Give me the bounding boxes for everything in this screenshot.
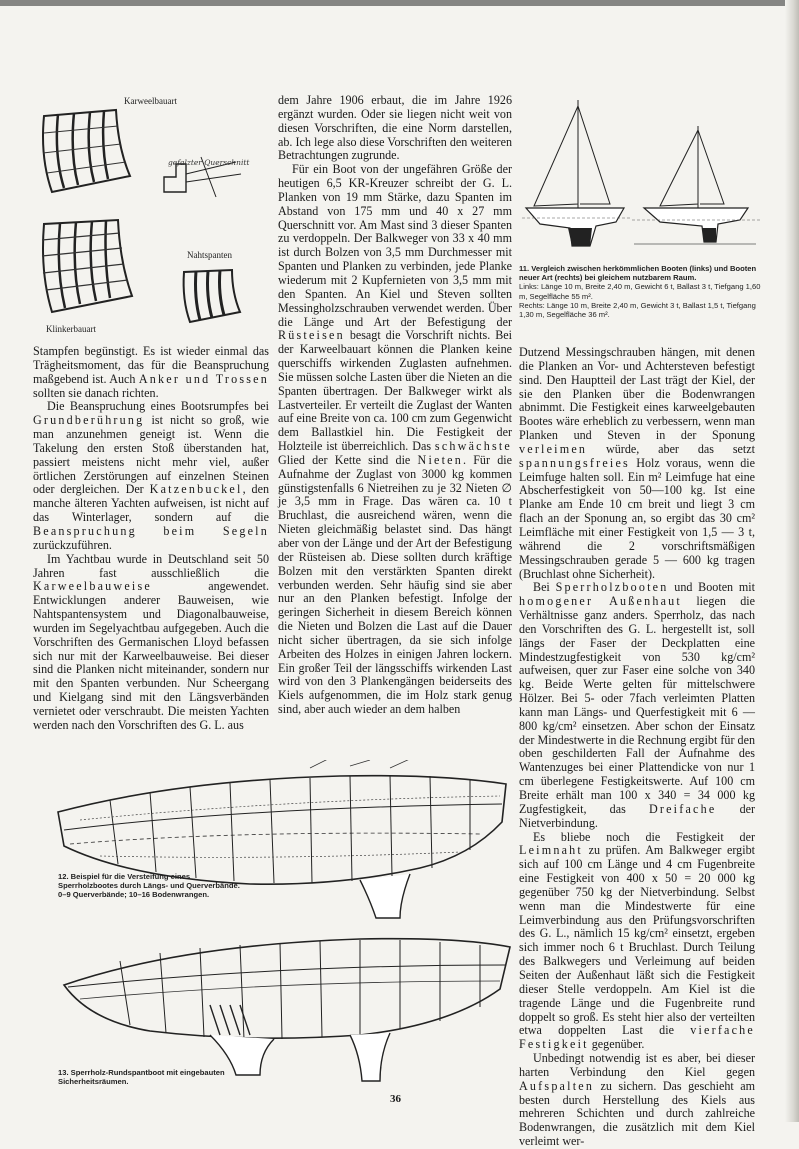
col3-p1b: würde, aber das setzt	[606, 441, 755, 456]
col3-p4b: zu sichern. Das geschieht am besten durch Herstellung des Kiels aus mehreren Schichten und durch zahlreiche Bodenwrangen, die zusätzlich mit dem Kiel verleimt wer-	[519, 1078, 755, 1149]
emph-schwach: schwächste	[434, 439, 512, 454]
col3-p3c: gegenüber.	[591, 1037, 645, 1052]
emph-grund: Grundberührung	[33, 413, 145, 428]
emph-homogen: homogener Außenhaut	[519, 594, 682, 609]
col2-p2a: Für ein Boot von der ungefähren Größe der heutigen 6,5 KR-Kreuzer schreibt der G. L. Planken von 19 mm Stärke, dazu Spanten im Abstand von 175 mm und 40 x 27 mm Querschnitt vor. Am Mast sind 3 dieser Spanten zu verdoppeln. Der Balkweger von 33 x 40 mm ist durch Bolzen von 3,5 mm Durchmesser mit Spanten und Planken zu verbinden, jede Planke wiederum mit 2 Kupfernieten von 3,5 mm mit den Spanten. An Kiel und Steven sollten Messingholzschrauben verwendet werden. Über die Länge und Art der Befestigung der	[278, 162, 512, 329]
scan-right-edge	[785, 0, 799, 1122]
col2-p2b: besagt die Vorschrift nichts. Bei der Karweelbauart können die Planken keine querschiffs wirkenden Zuglasten aufnehmen. Sie müssen solche Lasten über die Nieten an die Spanten übertragen. Der Balkweger wirkt als Lastverteiler. Er verteilt die Zuglast der Wanten auf eine Breite von ca. 100 cm zum Gegenwicht dem Ballastkiel hin. Die Festigkeit der Holzteile ist überreichlich. Das	[278, 328, 512, 454]
emph-beansp: Beanspruchung beim Segeln	[33, 523, 269, 538]
klinker-label: Klinkerbauart	[46, 324, 96, 334]
karweel-label: Karweelbauart	[124, 96, 177, 106]
col1-p2a: Die Beanspruchung eines Bootsrumpfes bei	[47, 399, 269, 414]
klinker-sketch	[38, 218, 138, 318]
col2-p2c: Glied der Kette sind die	[278, 452, 411, 467]
fig13-caption-text: 13. Sperrholz-Rundspantboot mit eingebauten Sicherheitsräumen.	[58, 1068, 225, 1087]
nahtspanten-label: Nahtspanten	[187, 250, 232, 260]
emph-verleimen: verleimen	[519, 441, 588, 456]
col3-p3a: Es bliebe noch die Festigkeit der	[533, 829, 755, 844]
text-column-3	[519, 346, 755, 1149]
col1-p2b: ist nicht so groß, wie man anzunehmen geneigt ist. Wenn die Takelung den ersten Stoß überstanden hat, passiert meistens nicht mehr viel, außer örtlichen Zerstörungen auf einzelnen Steinen oder dergleichen. Der	[33, 413, 270, 497]
querschnitt-note: gefalzter Querschnitt	[168, 158, 250, 167]
fig11-caption	[519, 264, 769, 319]
col1-p1: Stampfen begünstigt. Es ist wieder einmal das Trägheitsmoment, das für die Beanspruchung maßgebend ist. Auch	[33, 344, 269, 386]
text-column-2	[278, 94, 512, 717]
col2-p1: dem Jahre 1906 erbaut, die im Jahre 1926 ergänzt wurden. Oder sie liegen nicht weit von diesen Vorschriften, die eine Norm darstellen, ab. Ich lege also diese Vorschriften den weiteren Betrachtungen zugrunde.	[278, 93, 512, 163]
emph-aufspalten: Aufspalten	[519, 1078, 595, 1093]
fig13-caption	[58, 1068, 263, 1086]
col1-p1b: sollten sie danach richten.	[33, 385, 159, 400]
fig12-caption	[58, 872, 244, 900]
col3-p4a: Unbedingt notwendig ist es aber, bei dieser harten Verbindung den Kiel gegen	[519, 1051, 755, 1079]
emph-sperrholz: Sperrholzbooten	[555, 580, 669, 595]
emph-spannungs: spannungsfreies	[519, 455, 630, 470]
fig13-rundspantboot	[60, 925, 516, 1085]
col3-p2b: und Booten mit	[674, 580, 755, 595]
col3-p2a: Bei	[533, 580, 550, 595]
scan-top-edge	[0, 0, 799, 6]
emph-anker: Anker und Trossen	[138, 371, 269, 386]
fig11-sailboats	[520, 96, 775, 256]
emph-leimnaht: Leimnaht	[519, 843, 583, 858]
col3-p2c: liegen die Verhältnisse ganz anders. Sperrholz, das nach den Vorschriften des G. L. hergestellt ist, soll längs der Faser der Deckplatten eine Mindestzugfestigkeit von 530 kg/cm² aufweisen, quer zur Faser eine solche von 340 kg. Beide Werte gelten für mittelschwere Hölzer. Bei 5- oder 7fach verleimten Platten kann man Längs- und Querfestigkeit mit 6 — 800 kg/cm² einsetzen. Aber schon der Einsatz der Mindestwerte in die Rechnung ergibt für den oben geschilderten Fall der Aufnahme des Wantenzuges bei einer Plattendicke von nur 1 cm überlegene Festigkeitswerte. Auf 100 cm Breite erhält man 100 x 340 = 34 000 kg Zugfestigkeit, das	[519, 594, 755, 816]
col2-p2d: . Für die Aufnahme der Zuglast von 3000 kg kommen günstigstenfalls 6 Nietreihen zu je 32 Nieten ∅ je 3,5 mm in Frage. Das wären ca. 10 t Bruchlast, die ausreichend wären, wenn die Nieten gleichmäßig belastet sind. Das hängt aber von der Länge und der Art der Befestigung der Rüsteisen ab. Diese sollten durch kräftige Bolzen mit den verstärkten Spanten direkt verbunden werden. Sehr häufig sind sie aber nur an den Planken befestigt. Infolge der geringen Sicherheit in diesem Bereich können die Nieten und Bolzen die Last auf die Dauer nicht sicher übertragen, da sie sich infolge Arbeiten des Holzes in einigen Jahren lockern. Ein großer Teil der längsschiffs wirkenden Last wird von den 3 Plankengängen beiderseits des Kiels aufgenommen, die im Holz stark genug sind, aber auch wieder an dem halben	[278, 452, 512, 717]
col3-p2d: der Nietverbindung.	[519, 801, 756, 830]
emph-nieten: Nieten	[417, 452, 463, 467]
col1-p2d: zurückzuführen.	[33, 537, 112, 552]
text-column-1	[33, 345, 269, 733]
emph-dreifache: Dreifache	[648, 801, 717, 816]
fig11-links: Links: Länge 10 m, Breite 2,40 m, Gewicht 6 t, Ballast 3 t, Tiefgang 1,60 m, Segelfläche 55 m².	[519, 282, 761, 301]
col3-p1c: Holz voraus, wenn die Leimfuge halten soll. Ein m² Leimfuge hat eine Abscherfestigkeit von 50—100 kg. Ist eine Planke am Ende 10 cm breit und liegt 3 cm flach an der Sponung an, so ergibt das 30 cm² Leimfläche mit einer Festigkeit von 1,5 — 3 t, während die 2 vorschriftsmäßigen Messingschrauben gerade 5 — 600 kg tragen (Bruchlast ohne Sicherheit).	[519, 455, 755, 581]
emph-karweel: Karweelbauweise	[33, 579, 152, 594]
col1-p2c: , den manche älteren Yachten aufweisen, ist nicht auf das Winterlager, sondern auf die	[33, 482, 269, 525]
karweel-sketch	[38, 108, 138, 198]
col1-p3a: Im Yachtbau wurde in Deutschland seit 50 Jahren fast ausschließlich die	[33, 551, 269, 580]
col3-p3b: zu prüfen. Am Balkweger ergibt sich auf 100 cm Länge und 4 cm Fugenbreite eine Festigkeit von 400 x 50 = 20 000 kg gegenüber 750 kg der Nietverbindung. Selbst wenn man die Mindestwerte für eine Leimverbindung aus den Prüfungsvorschriften des G. L., nämlich 15 kg/cm² einsetzt, ergeben sich immer noch 6 t Bruchlast. Durch Teilung des Balkwegers und Verleimung auf beiden Seiten der Außenhaut läßt sich die Festigkeit dieser Stelle verdoppeln. Am Kiel ist die tragende Länge und die Fugenbreite rund doppelt so groß. Es steht hier also der verteilten etwa doppelten Last die	[519, 843, 755, 1038]
emph-vierfache: vierfache Festigkeit	[519, 1023, 755, 1052]
fig11-rechts: Rechts: Länge 10 m, Breite 2,40 m, Gewicht 3 t, Ballast 1,5 t, Tiefgang 1,30 m, Segelfläche 36 m².	[519, 300, 756, 320]
emph-katzen: Katzenbuckel	[149, 482, 243, 497]
col1-p3b: angewendet. Entwicklungen anderer Bauweisen, wie Nahtspantensystem und Diagonalbauweise, wurden im Segelyachtbau aufgegeben. Auch die Vorschriften des Germanischen Lloyd befassen sich nur mit der Karweelbauweise. Bei dieser sind die Planken nicht miteinander, sondern nur mit den Spanten verbunden. Nur Scheergang und Kielgang sind mit den Längsverbänden vernietet oder verschraubt. Die meisten Yachten werden nach den Vorschriften des G. L. aus	[33, 579, 269, 732]
nahtspanten-sketch	[180, 268, 245, 326]
fig12-caption-text: 12. Beispiel für die Versteifung eines Sperrholzbootes durch Längs- und Querverbände. 0–9 Querverbände; 10–16 Bodenwrangen.	[58, 872, 240, 900]
emph-ruest: Rüsteisen	[278, 328, 345, 343]
fig11-title: 11. Vergleich zwischen herkömmlichen Booten (links) und Booten neuer Art (rechts) bei gleichem nutzbarem Raum.	[519, 264, 757, 283]
col3-p1a: Dutzend Messingschrauben hängen, mit denen die Planken an Vor- und Achtersteven befestigt sind. Den Hauptteil der Last trägt der Kiel, der sie den Planken über die Bodenwrangen abnimmt. Die Festigkeit eines karweelgebauten Bootes wäre erheblich zu verbessern, wenn man Planken und Steven in der Sponung	[519, 345, 755, 443]
page-number: 36	[390, 1093, 401, 1105]
